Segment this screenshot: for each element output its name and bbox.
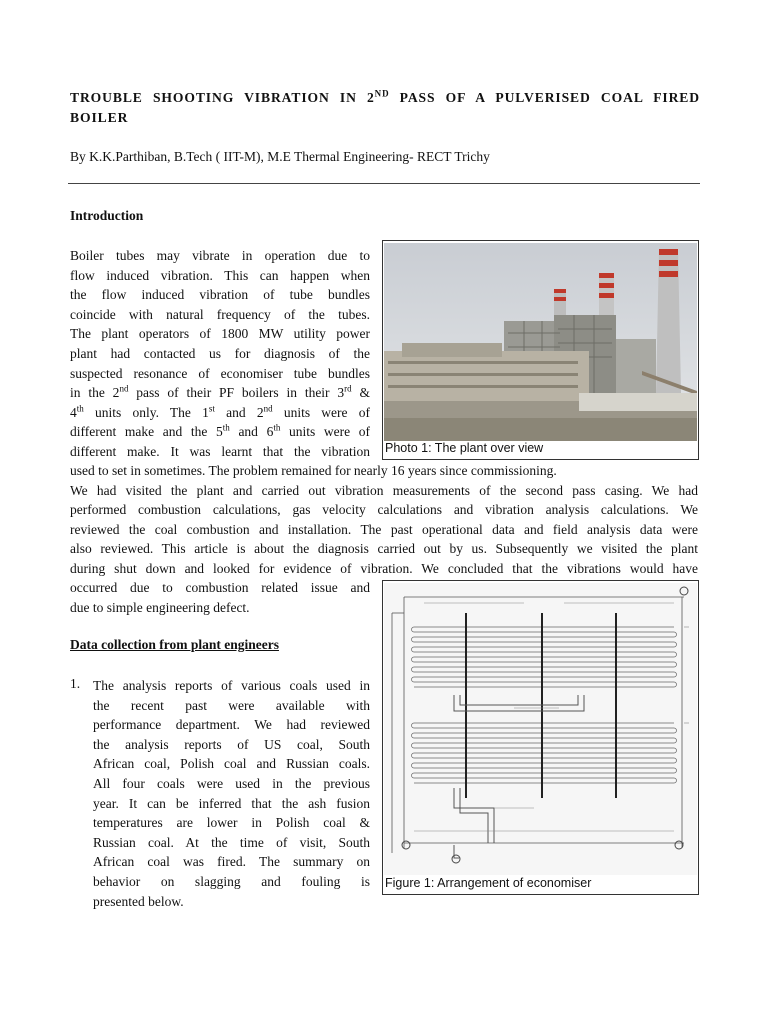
text-line: during shut down and looked for evidence of vibration. We concluded that the vibrations would have — [70, 560, 698, 576]
text-line: suspected resonance of economiser tube bundles — [70, 365, 370, 381]
text-line: African coal, Polish coal and Russian coals. — [93, 756, 370, 772]
text-line: in the 2nd pass of their PF boilers in their 3rd & — [70, 383, 370, 401]
text-line: The analysis reports of various coals used in — [93, 678, 370, 693]
text-line: year. It can be inferred that the ash fusion — [93, 795, 370, 811]
text-line: the analysis reports of US coal, South — [93, 736, 370, 752]
divider — [68, 183, 700, 184]
economiser-drawing — [384, 583, 697, 875]
author-byline: By K.K.Parthiban, B.Tech ( IIT-M), M.E Thermal Engineering- RECT Trichy — [70, 149, 490, 164]
intro-paragraph-full — [70, 461, 698, 579]
intro-paragraph-tail — [70, 578, 370, 617]
text-line: occurred due to combustion related issue and — [70, 580, 370, 595]
text-line: reviewed the coal combustion and installation. The past operational data and field analysis data were — [70, 521, 698, 537]
text-line: All four coals were used in the previous — [93, 775, 370, 791]
text-line: The plant operators of 1800 MW utility power — [70, 326, 370, 342]
chimney-right — [656, 249, 681, 393]
text-line: also reviewed. This article is about the diagnosis carried out by us. Subsequently we visited the plant — [70, 541, 698, 557]
figure-economiser-arrangement — [382, 580, 699, 895]
text-line: the flow induced vibration of tube bundles — [70, 287, 370, 303]
list-item — [93, 676, 370, 911]
text-line: 4th units only. The 1st and 2nd units were of — [70, 403, 371, 420]
text-line: due to simple engineering defect. — [70, 599, 250, 615]
text-line: plant had contacted us for diagnosis of the — [70, 345, 370, 361]
list-number: 1. — [70, 676, 81, 691]
text-line: the recent past were available with — [93, 697, 370, 713]
text-line: Russian coal. At the time of visit, South — [93, 834, 370, 850]
text-line: flow induced vibration. This can happen when — [70, 267, 370, 283]
text-line: We had visited the plant and carried out vibration measurements of the second pass casing. We had — [70, 482, 698, 498]
text-line: different make. It was learnt that the vibration — [70, 443, 370, 459]
text-line: performance department. We had reviewed — [93, 717, 370, 733]
photo-caption: Photo 1: The plant over view — [385, 441, 544, 455]
photo-plant-overview — [382, 240, 699, 460]
document-title: TROUBLE SHOOTING VIBRATION IN 2ND PASS OF A PULVERISED COAL FIRED BOILER — [70, 88, 700, 125]
section-heading-data-collection: Data collection from plant engineers — [70, 637, 279, 652]
text-line: used to set in sometimes. The problem remained for nearly 16 years since commissioning. — [70, 463, 557, 478]
text-line: coincide with natural frequency of the tubes. — [70, 306, 370, 322]
text-line: different make and the 5th and 6th units were of — [70, 422, 371, 440]
plant-photo-image — [384, 243, 697, 441]
figure-caption: Figure 1: Arrangement of economiser — [385, 876, 592, 890]
section-heading-introduction: Introduction — [70, 208, 144, 223]
text-line: temperatures are lower in Polish coal & — [93, 815, 370, 831]
text-line: presented below. — [93, 893, 184, 909]
text-line: behavior on slagging and fouling is — [93, 873, 370, 889]
text-line: performed combustion calculations, gas velocity calculations and vibration analysis calculations. We — [70, 502, 698, 518]
intro-paragraph-column — [70, 246, 370, 462]
text-line: African coal was fired. The summary on — [93, 854, 370, 870]
text-line: Boiler tubes may vibrate in operation due to — [70, 248, 370, 263]
